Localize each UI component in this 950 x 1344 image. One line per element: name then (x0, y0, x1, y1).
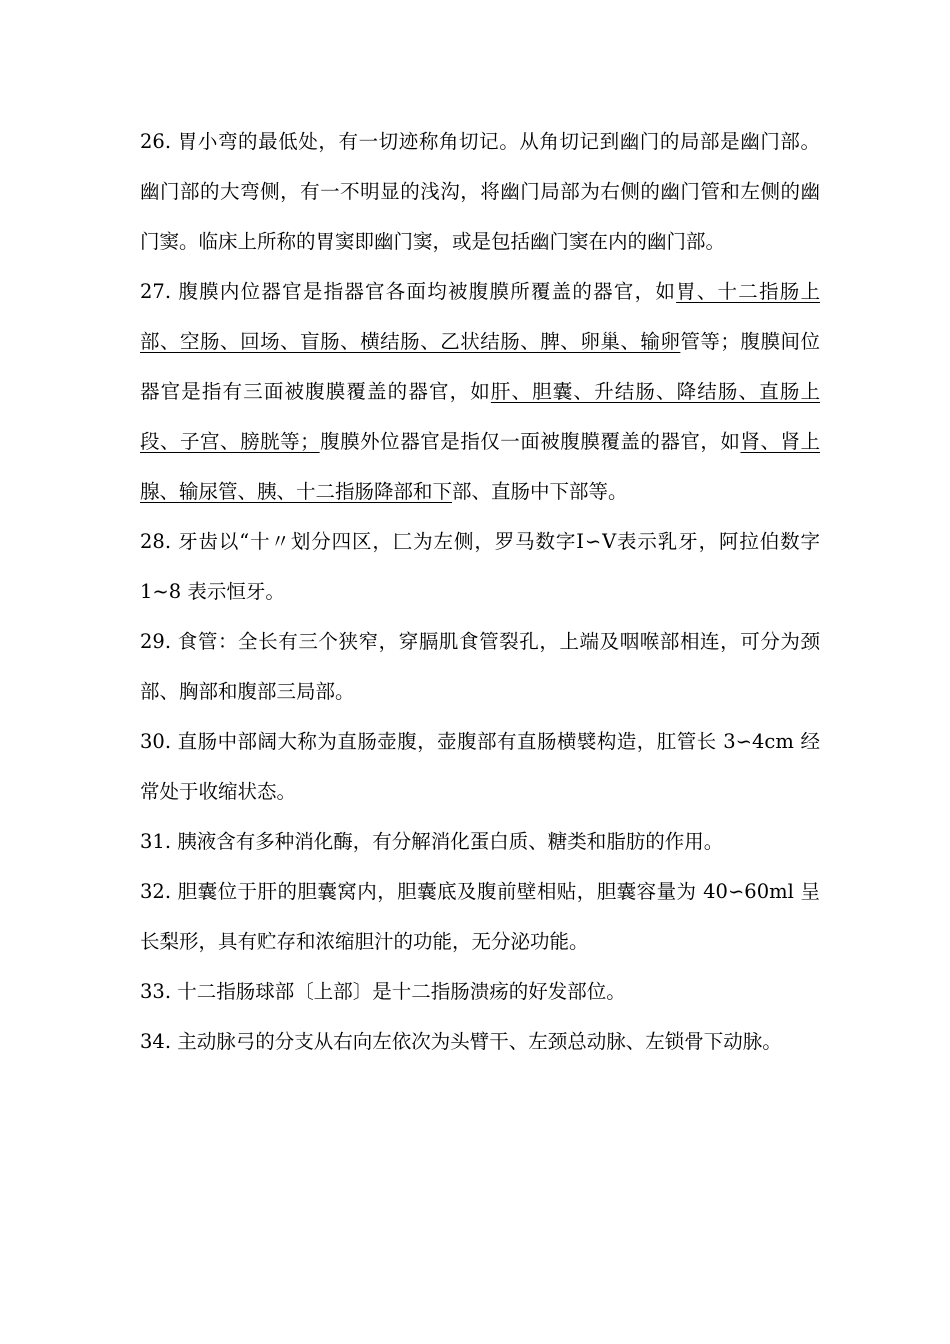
paragraph-30 (140, 717, 820, 817)
paragraph-text: 32. 胆囊位于肝的胆囊窝内，胆囊底及腹前壁相贴，胆囊容量为 40∽60ml 呈长梨形，具有贮存和浓缩胆汁的功能，无分泌功能。 (140, 880, 820, 953)
paragraph-text: 27. 腹膜内位器官是指器官各面均被腹膜所覆盖的器官，如 (140, 280, 677, 303)
paragraph-text: 管等；腹膜间位器官是指有三面被腹膜覆盖的器官，如 (140, 330, 820, 403)
underlined-organ-list: 肾、肾上腺、输尿管、胰、十二指肠降部和下 (140, 430, 820, 503)
paragraph-text: 部、直肠中下部等。 (452, 480, 628, 503)
paragraph-text: 30. 直肠中部阔大称为直肠壶腹，壶腹部有直肠横襞构造，肛管长 3∽4cm 经常处于收缩状态。 (140, 730, 820, 803)
paragraph-text: 腹膜外位器官是指仅一面被腹膜覆盖的器官，如 (319, 430, 741, 453)
paragraph-text: 26. 胃小弯的最低处，有一切迹称角切记。从角切记到幽门的局部是幽门部。幽门部的大弯侧，有一不明显的浅沟，将幽门局部为右侧的幽门管和左侧的幽门窦。临床上所称的胃窦即幽门窦，或是包括幽门窦在内的幽门部。 (140, 130, 820, 253)
paragraph-26 (140, 117, 820, 267)
document-page (140, 117, 820, 1067)
paragraph-32 (140, 867, 820, 967)
paragraph-28 (140, 517, 820, 617)
paragraph-text: 33. 十二指肠球部〔上部〕是十二指肠溃疡的好发部位。 (140, 980, 626, 1003)
paragraph-29 (140, 617, 820, 717)
paragraph-27 (140, 267, 820, 517)
paragraph-text: 29. 食管：全长有三个狭窄，穿膈肌食管裂孔，上端及咽喉部相连，可分为颈部、胸部和腹部三局部。 (140, 630, 820, 703)
underlined-organ-list: 胃、十二指肠上部、空肠、回场、盲肠、横结肠、乙状结肠、脾、卵巢、输卵 (140, 280, 820, 353)
paragraph-31 (140, 817, 820, 867)
paragraph-text: 31. 胰液含有多种消化酶，有分解消化蛋白质、糖类和脂肪的作用。 (140, 830, 724, 853)
paragraph-text: 34. 主动脉弓的分支从右向左依次为头臂干、左颈总动脉、左锁骨下动脉。 (140, 1030, 782, 1053)
underlined-organ-list: 肝、胆囊、升结肠、降结肠、直肠上段、子宫、膀胱等； (140, 380, 820, 453)
paragraph-33 (140, 967, 820, 1017)
paragraph-text: 28. 牙齿以“十〃划分四区，匚为左侧，罗马数字Ⅰ∽Ⅴ表示乳牙，阿拉伯数字 1~8 表示恒牙。 (140, 530, 820, 603)
paragraph-34 (140, 1017, 820, 1067)
